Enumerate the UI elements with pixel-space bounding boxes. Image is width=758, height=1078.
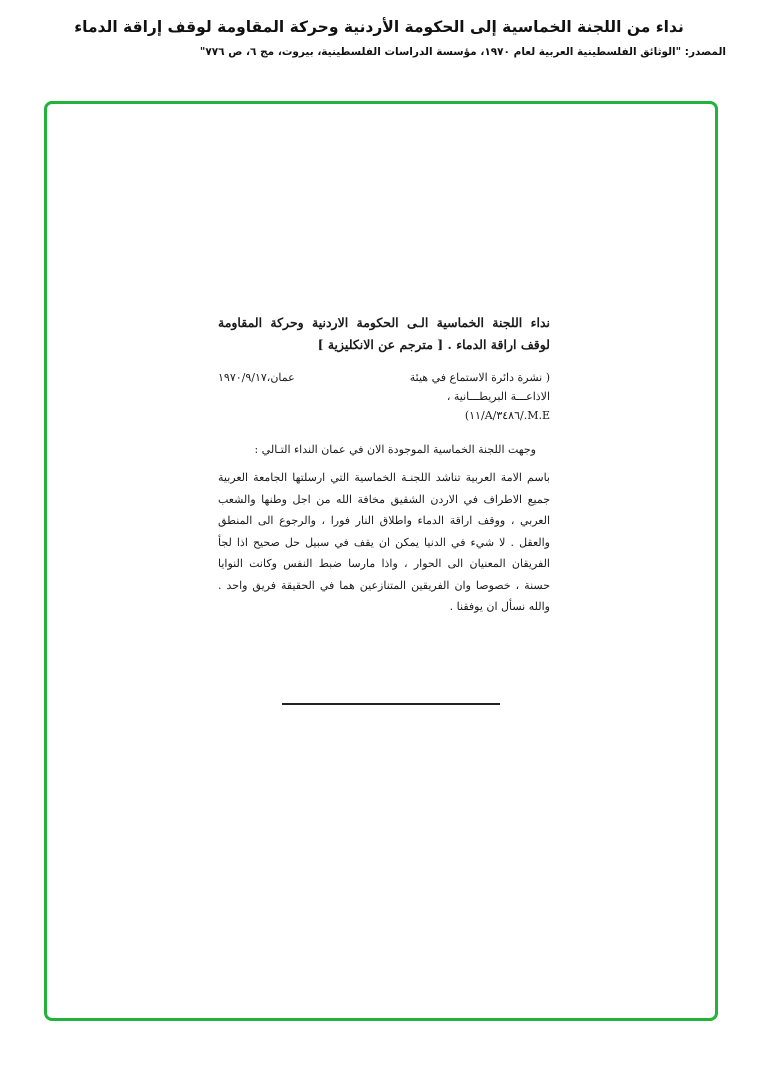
scan-source-line: الاذاعـــة البريطـــانية ، [446, 390, 550, 403]
page-header [20, 14, 738, 58]
scan-source-line: M.E./٣٤٨٦/A/١١) [464, 409, 550, 422]
scan-date: عمان،١٩٧٠/٩/١٧ [218, 371, 295, 384]
scan-source-line: ( نشرة دائرة الاستماع في هيئة [409, 371, 550, 384]
scanned-document [218, 312, 550, 618]
document-title: نداء من اللجنة الخماسية إلى الحكومة الأردنية وحركة المقاومة لوقف إراقة الدماء [74, 18, 684, 36]
scan-title: نداء اللجنة الخماسية الـى الحكومة الاردنية وحركة المقاومة لوقف اراقة الدماء . [ مترجم عن الانكليزية ] [218, 315, 550, 352]
scan-lead-paragraph: وجهت اللجنة الخماسية الموجودة الان في عمان النداء التـالي : [254, 443, 536, 456]
end-rule [282, 703, 500, 705]
scan-appeal-paragraph: باسم الامة العربية تناشد اللجنـة الخماسية التي ارسلتها الجامعة العربية جميع الاطراف في الاردن الشقيق مخافة الله من اجل وطنها والشعب العربي ، ووقف اراقة الدماء واطلاق النار فورا ، والرجوع الى المنطق والعقل . لا شيء في الدنيا يمكن ان يقف في سبيل حل صحيح اذا لجأ الفريقان المعنيان الى الحوار ، واذا مارسا ضبط النفس وكانت النوايا حسنة ، خصوصا وان الفريقين المتنازعين هما في الحقيقة فريق واحد . والله نسأل ان يوفقنا . [218, 471, 550, 613]
scan-meta [218, 368, 550, 425]
document-source: المصدر: "الوثائق الفلسطينية العربية لعام ١٩٧٠، مؤسسة الدراسات الفلسطينية، بيروت، مج ٦، ص ٧٧٦" [199, 46, 726, 58]
scan-source-note [375, 368, 550, 425]
